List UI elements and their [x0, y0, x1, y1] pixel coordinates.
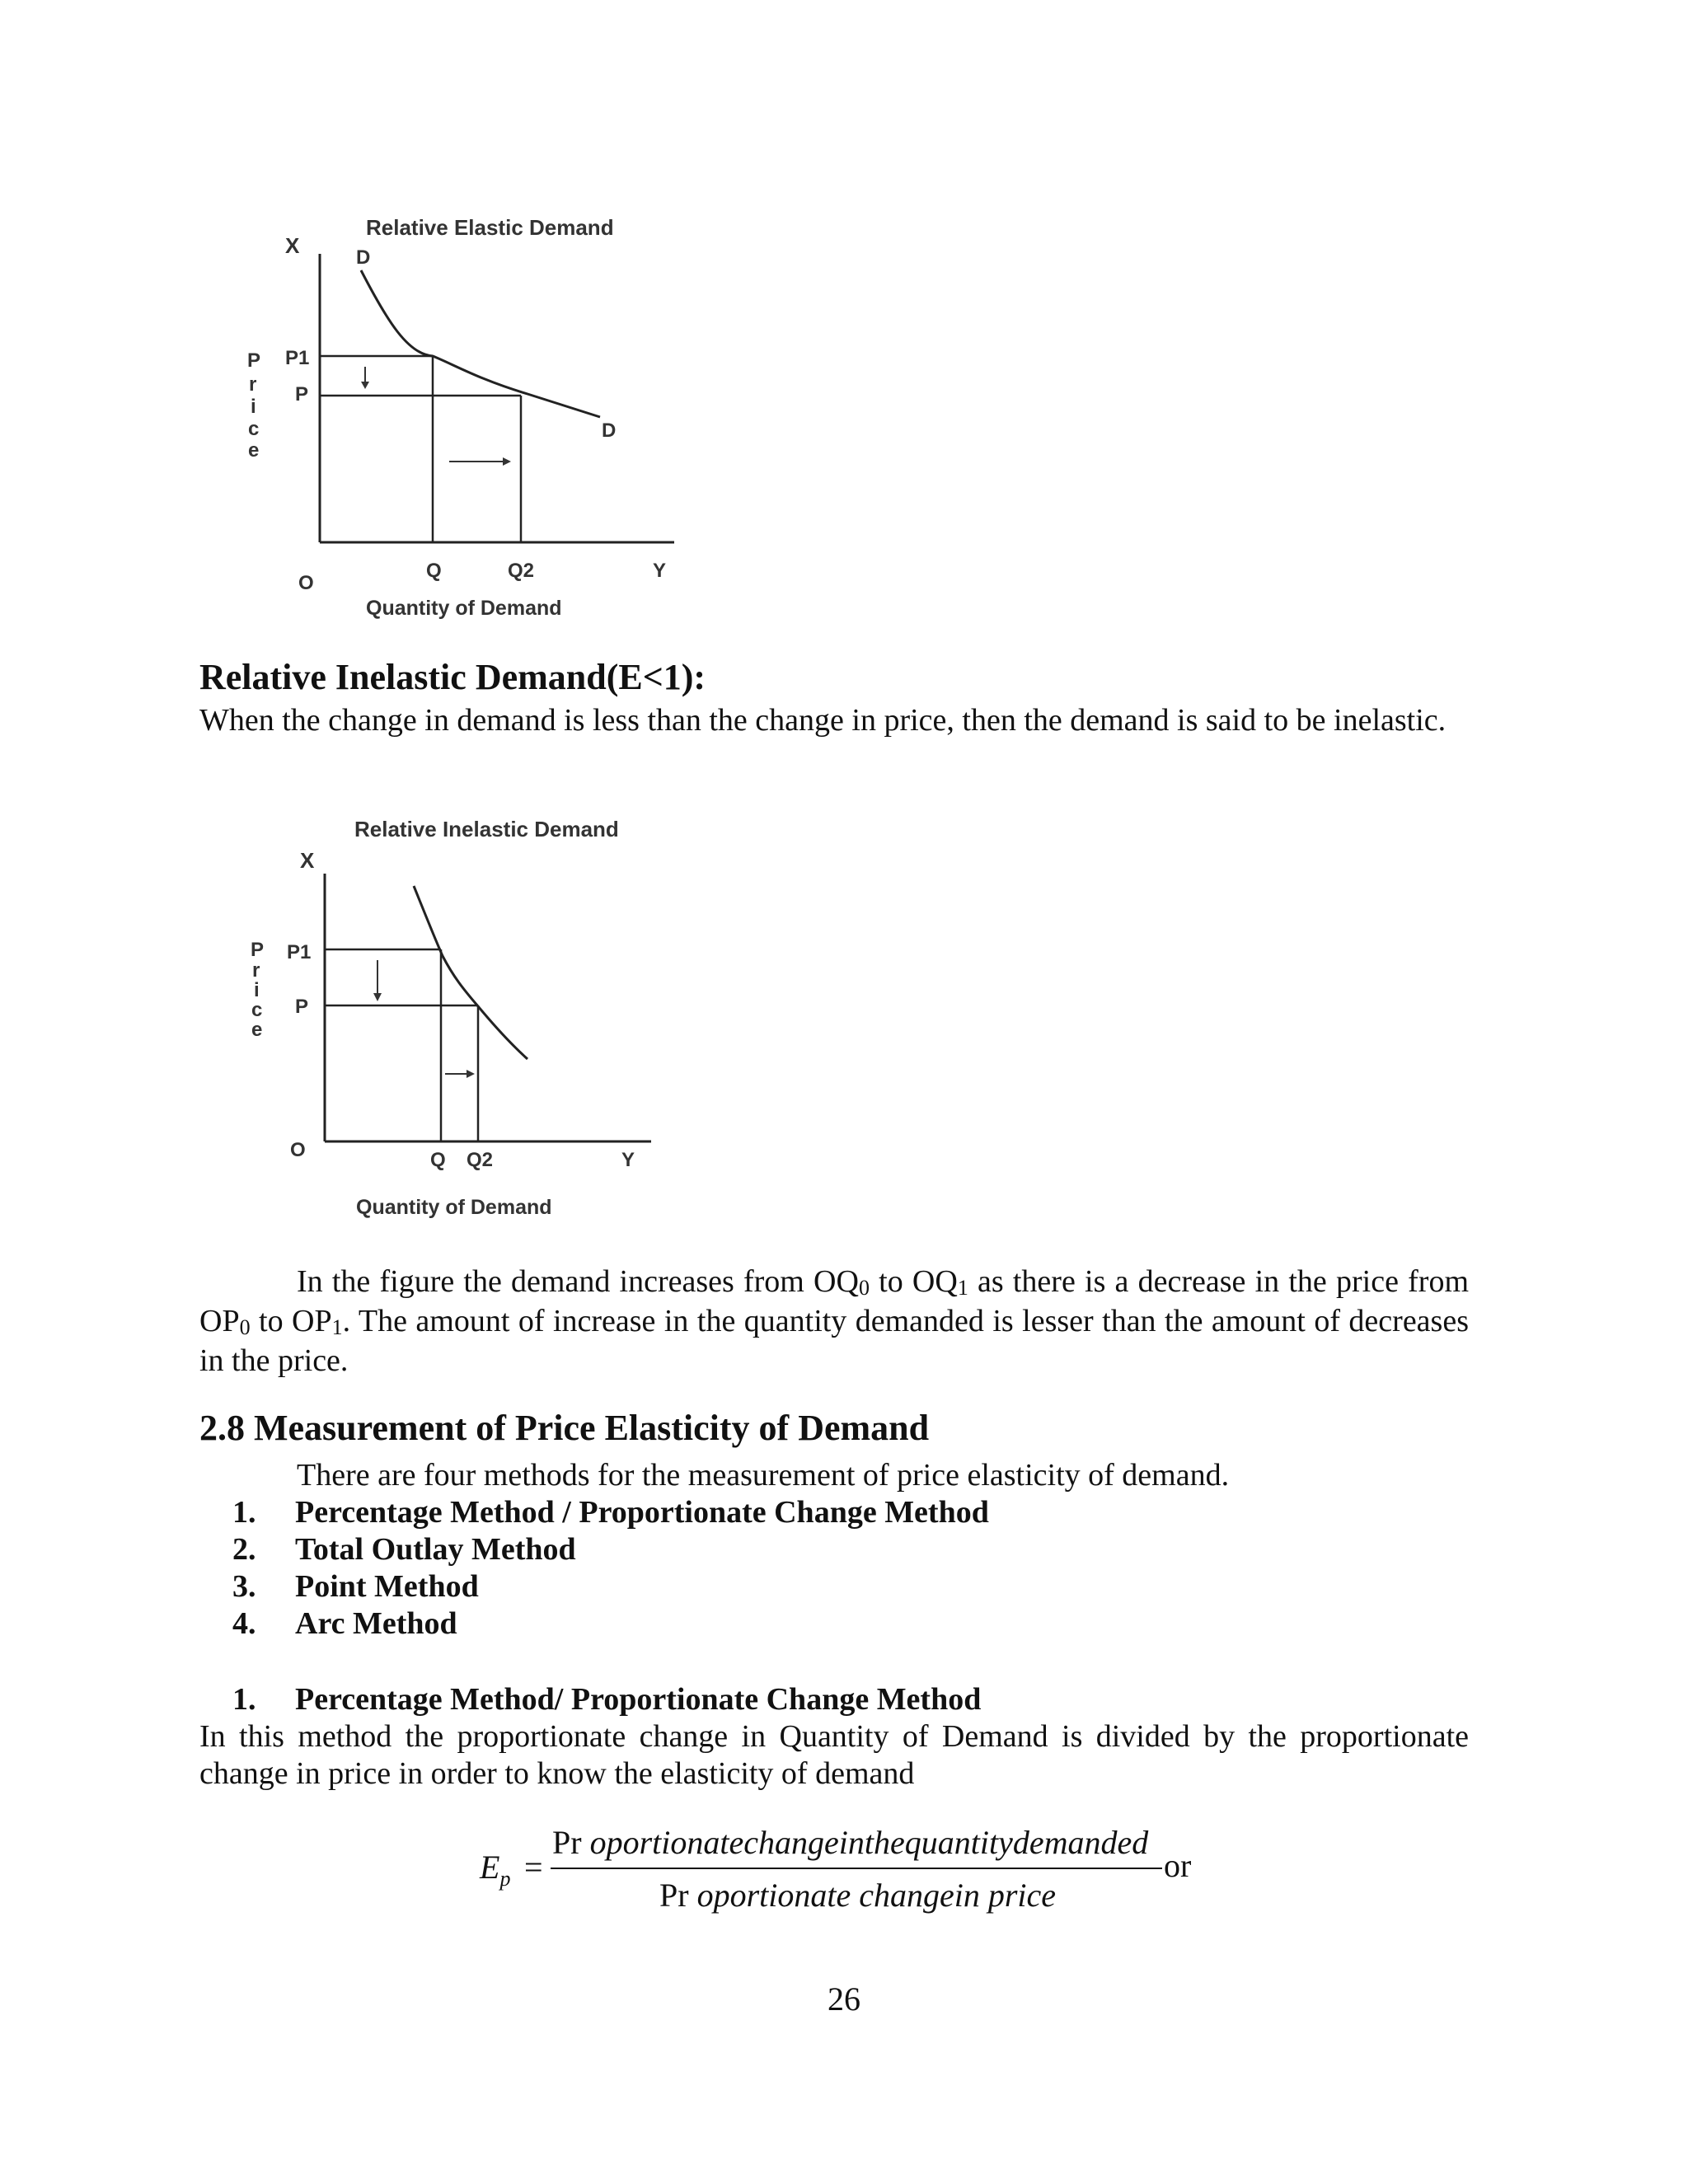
- subscript: 1: [957, 1276, 968, 1300]
- q2-label: Q2: [508, 560, 535, 582]
- y-axis-letter: X: [285, 233, 300, 258]
- text-run: In the figure the demand increases from OQ: [297, 1264, 859, 1299]
- subscript: 0: [239, 1315, 251, 1339]
- figure-relative-inelastic-demand: [239, 812, 684, 1224]
- text-run: . The amount of increase in the quantity demanded is lesser than the amount of decreases in the price.: [199, 1304, 1469, 1378]
- x-axis-title: Quantity of Demand: [356, 1196, 552, 1219]
- price-letter-i: i: [251, 396, 256, 418]
- list-item: [232, 1568, 989, 1605]
- q-label: Q: [426, 560, 442, 582]
- denominator-pr: Pr: [659, 1877, 689, 1914]
- list-number: 1.: [232, 1682, 256, 1717]
- equation-lhs: [480, 1848, 510, 1891]
- x-axis-title: Quantity of Demand: [366, 597, 562, 620]
- heading-relative-inelastic-demand: Relative Inelastic Demand(E<1):: [199, 657, 706, 697]
- list-item-label: Percentage Method / Proportionate Change Method: [295, 1495, 989, 1530]
- figure-relative-elastic-demand: [231, 214, 692, 635]
- list-number: 1.: [232, 1495, 256, 1530]
- text-run: to OQ: [869, 1264, 958, 1299]
- list-item: [232, 1494, 989, 1531]
- price-letter-c: c: [251, 999, 263, 1021]
- subheading-label: Percentage Method/ Proportionate Change Method: [295, 1682, 982, 1717]
- right-arrow-head: [467, 1070, 475, 1078]
- q2-label: Q2: [467, 1149, 494, 1171]
- methods-intro-text: There are four methods for the measurement of price elasticity of demand.: [297, 1458, 1230, 1493]
- figure-title: Relative Elastic Demand: [366, 215, 614, 240]
- curve-label-end: D: [602, 419, 617, 442]
- x-axis-letter: Y: [653, 560, 667, 582]
- equals-sign: =: [524, 1849, 543, 1886]
- denominator-text: oportionate changein price: [696, 1877, 1057, 1914]
- numerator-text: oportionatechangeinthequantitydemanded: [589, 1824, 1149, 1861]
- equation-denominator: [659, 1876, 1056, 1915]
- demand-curve: [414, 886, 528, 1059]
- equation-numerator: [552, 1823, 1148, 1862]
- page-number: 26: [828, 1980, 860, 2018]
- price-letter-e: e: [248, 439, 260, 462]
- price-letter-i: i: [254, 979, 260, 1001]
- percentage-method-text: In this method the proportionate change in Quantity of Demand is divided by the proportionate change in price in order to know the elasticity of demand: [199, 1719, 1469, 1791]
- list-item-label: Point Method: [295, 1569, 479, 1604]
- curve-label-top: D: [356, 246, 371, 269]
- price-letter-r: r: [249, 373, 257, 396]
- price-letter-c: c: [248, 418, 260, 440]
- list-item: [232, 1605, 989, 1643]
- figure-title: Relative Inelastic Demand: [354, 817, 619, 841]
- elastic-demand-graph: [231, 214, 692, 635]
- list-item-label: Arc Method: [295, 1606, 457, 1641]
- subscript: 0: [858, 1276, 870, 1300]
- p1-label: P1: [287, 941, 312, 963]
- p-label: P: [295, 996, 309, 1018]
- p-label: P: [295, 383, 309, 405]
- price-letter-p: P: [251, 939, 265, 961]
- lhs-symbol: E: [480, 1849, 500, 1886]
- origin-label: O: [290, 1139, 306, 1161]
- list-number: 4.: [232, 1606, 256, 1641]
- list-item: [232, 1531, 989, 1568]
- inelastic-definition-text: When the change in demand is less than the change in price, then the demand is said to be inelastic.: [199, 703, 1447, 738]
- q-label: Q: [430, 1149, 446, 1171]
- down-arrow-head: [373, 993, 382, 1001]
- subscript: 1: [331, 1315, 343, 1339]
- list-number: 3.: [232, 1569, 256, 1604]
- origin-label: O: [298, 572, 314, 594]
- equation-suffix-or: or: [1164, 1847, 1192, 1884]
- figure-explanation-text: [199, 1263, 1469, 1380]
- down-arrow-head: [361, 382, 369, 389]
- x-axis-letter: Y: [621, 1149, 635, 1171]
- lhs-subscript: p: [499, 1867, 511, 1891]
- list-item-label: Total Outlay Method: [295, 1532, 576, 1567]
- price-letter-r: r: [252, 959, 260, 982]
- numerator-pr: Pr: [552, 1824, 582, 1861]
- list-number: 2.: [232, 1532, 256, 1567]
- price-letter-e: e: [251, 1019, 263, 1041]
- subheading-percentage-method: [232, 1681, 981, 1718]
- price-letter-p: P: [247, 349, 261, 372]
- heading-measurement-of-price-elasticity: 2.8 Measurement of Price Elasticity of Demand: [199, 1408, 930, 1448]
- text-run: to OP: [250, 1304, 332, 1338]
- right-arrow-head: [503, 457, 511, 466]
- inelastic-demand-graph: [239, 812, 684, 1224]
- y-axis-letter: X: [300, 848, 315, 873]
- p1-label: P1: [285, 347, 310, 369]
- text-run: as there is a decrease in the price from OP: [199, 1264, 1470, 1338]
- fraction-bar: [551, 1868, 1162, 1869]
- methods-list: [232, 1494, 989, 1643]
